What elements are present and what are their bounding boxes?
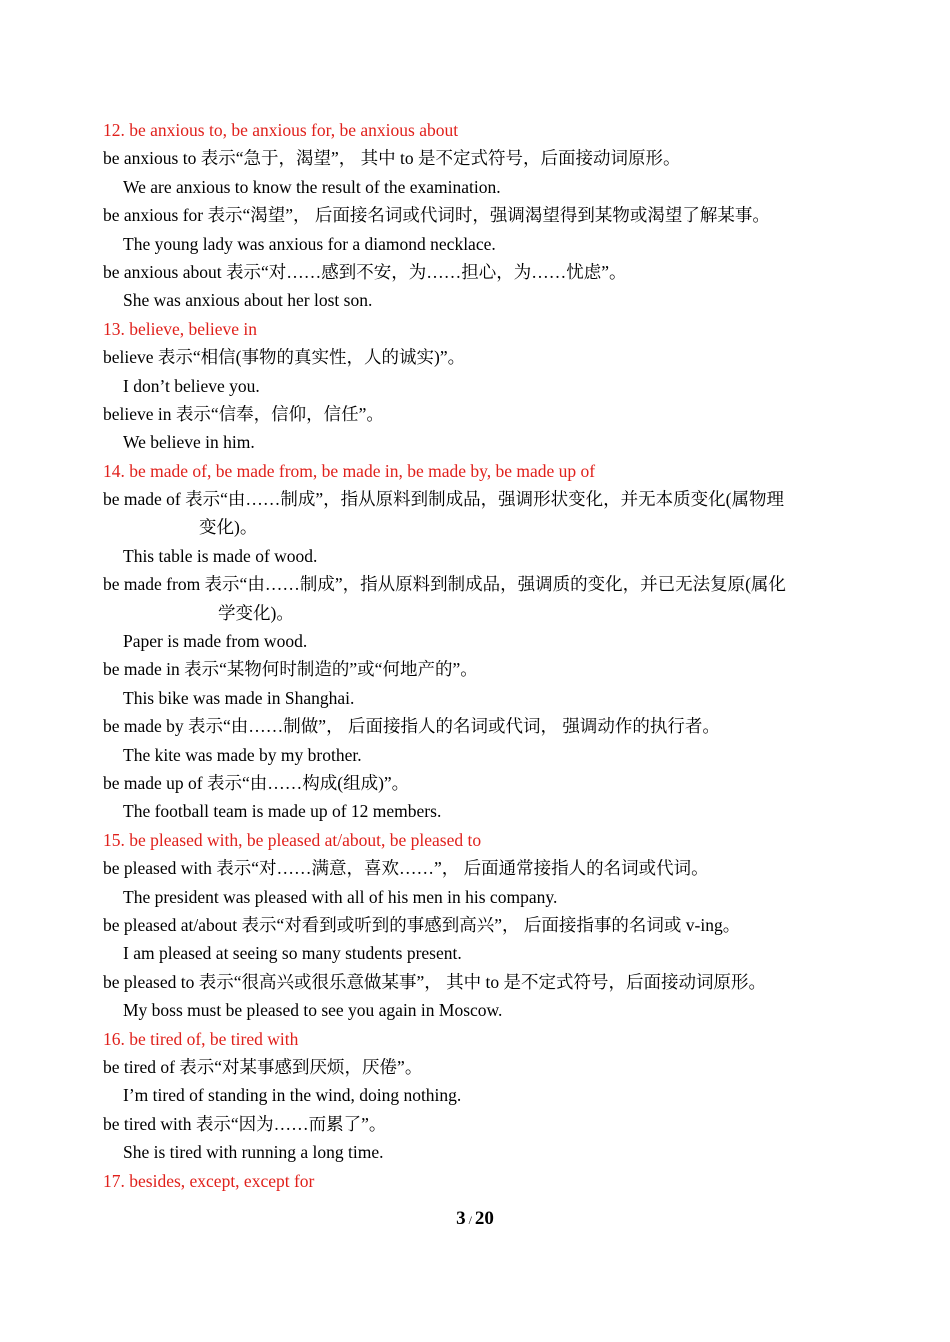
- definition-text: be made of 表示“由……制成”，指从原料到制成品，强调形状变化，并无本质变化(属物理: [103, 489, 784, 510]
- page-total: 20: [474, 1208, 494, 1229]
- definition-line: be made by 表示“由……制做”， 后面接指人的名词或代词， 强调动作的执行者。: [103, 716, 720, 737]
- section-heading: 12. be anxious to, be anxious for, be anxious about: [103, 120, 459, 140]
- definition-line: be pleased at/about 表示“对看到或听到的事感到高兴”， 后面接指事的名词或 v-ing。: [103, 915, 741, 935]
- definition-line: be anxious for 表示“渴望”， 后面接名词或代词时，强调渴望得到某物或渴望了解某事。: [103, 205, 770, 226]
- example-sentence: The kite was made by my brother.: [123, 744, 362, 765]
- definition-line: be made in 表示“某物何时制造的”或“何地产的”。: [103, 659, 478, 680]
- definition-line: believe 表示“相信(事物的真实性，人的诚实)”。: [103, 347, 466, 368]
- example-sentence: The young lady was anxious for a diamond necklace.: [123, 233, 496, 254]
- example-sentence: My boss must be pleased to see you again in Moscow.: [123, 1000, 503, 1021]
- definition-line: [103, 570, 853, 627]
- definition-line: be pleased with 表示“对……满意，喜欢……”， 后面通常接指人的名词或代词。: [103, 858, 709, 879]
- definition-line: be anxious about 表示“对……感到不安，为……担心，为……忧虑”。: [103, 261, 627, 282]
- example-sentence: I don’t believe you.: [123, 375, 260, 396]
- section-heading: 17. besides, except, except for: [103, 1170, 315, 1191]
- page-number: [0, 1208, 950, 1230]
- example-sentence: I’m tired of standing in the wind, doing nothing.: [123, 1085, 462, 1106]
- example-sentence: I am pleased at seeing so many students present.: [123, 943, 462, 964]
- document-body: [103, 116, 853, 1195]
- section-heading: 15. be pleased with, be pleased at/about, be pleased to: [103, 829, 482, 850]
- definition-line: [103, 485, 853, 542]
- definition-line: be pleased to 表示“很高兴或很乐意做某事”， 其中 to 是不定式符号，后面接动词原形。: [103, 971, 766, 992]
- definition-line: believe in 表示“信奉，信仰，信任”。: [103, 403, 384, 424]
- page-separator: /: [468, 1213, 472, 1227]
- example-sentence: We are anxious to know the result of the examination.: [123, 176, 501, 197]
- definition-continuation: 学变化)。: [218, 602, 294, 623]
- definition-line: be tired of 表示“对某事感到厌烦，厌倦”。: [103, 1056, 423, 1077]
- definition-line: be tired with 表示“因为……而累了”。: [103, 1113, 387, 1134]
- example-sentence: The president was pleased with all of his men in his company.: [123, 886, 558, 907]
- example-sentence: Paper is made from wood.: [123, 631, 308, 652]
- page-current: 3: [456, 1208, 466, 1229]
- definition-continuation: 变化)。: [199, 517, 258, 538]
- example-sentence: The football team is made up of 12 members.: [123, 801, 442, 822]
- definition-line: be made up of 表示“由……构成(组成)”。: [103, 773, 410, 794]
- example-sentence: This table is made of wood.: [123, 545, 318, 566]
- example-sentence: She was anxious about her lost son.: [123, 290, 373, 311]
- section-heading: 14. be made of, be made from, be made in, be made by, be made up of: [103, 460, 596, 481]
- section-heading: 16. be tired of, be tired with: [103, 1028, 299, 1049]
- definition-text: be made from 表示“由……制成”，指从原料到制成品，强调质的变化，并已无法复原(属化: [103, 574, 786, 595]
- example-sentence: We believe in him.: [123, 432, 255, 453]
- example-sentence: She is tired with running a long time.: [123, 1142, 384, 1163]
- definition-line: be anxious to 表示“急于，渴望”， 其中 to 是不定式符号，后面接动词原形。: [103, 148, 681, 169]
- section-heading: 13. believe, believe in: [103, 318, 258, 339]
- example-sentence: This bike was made in Shanghai.: [123, 687, 355, 708]
